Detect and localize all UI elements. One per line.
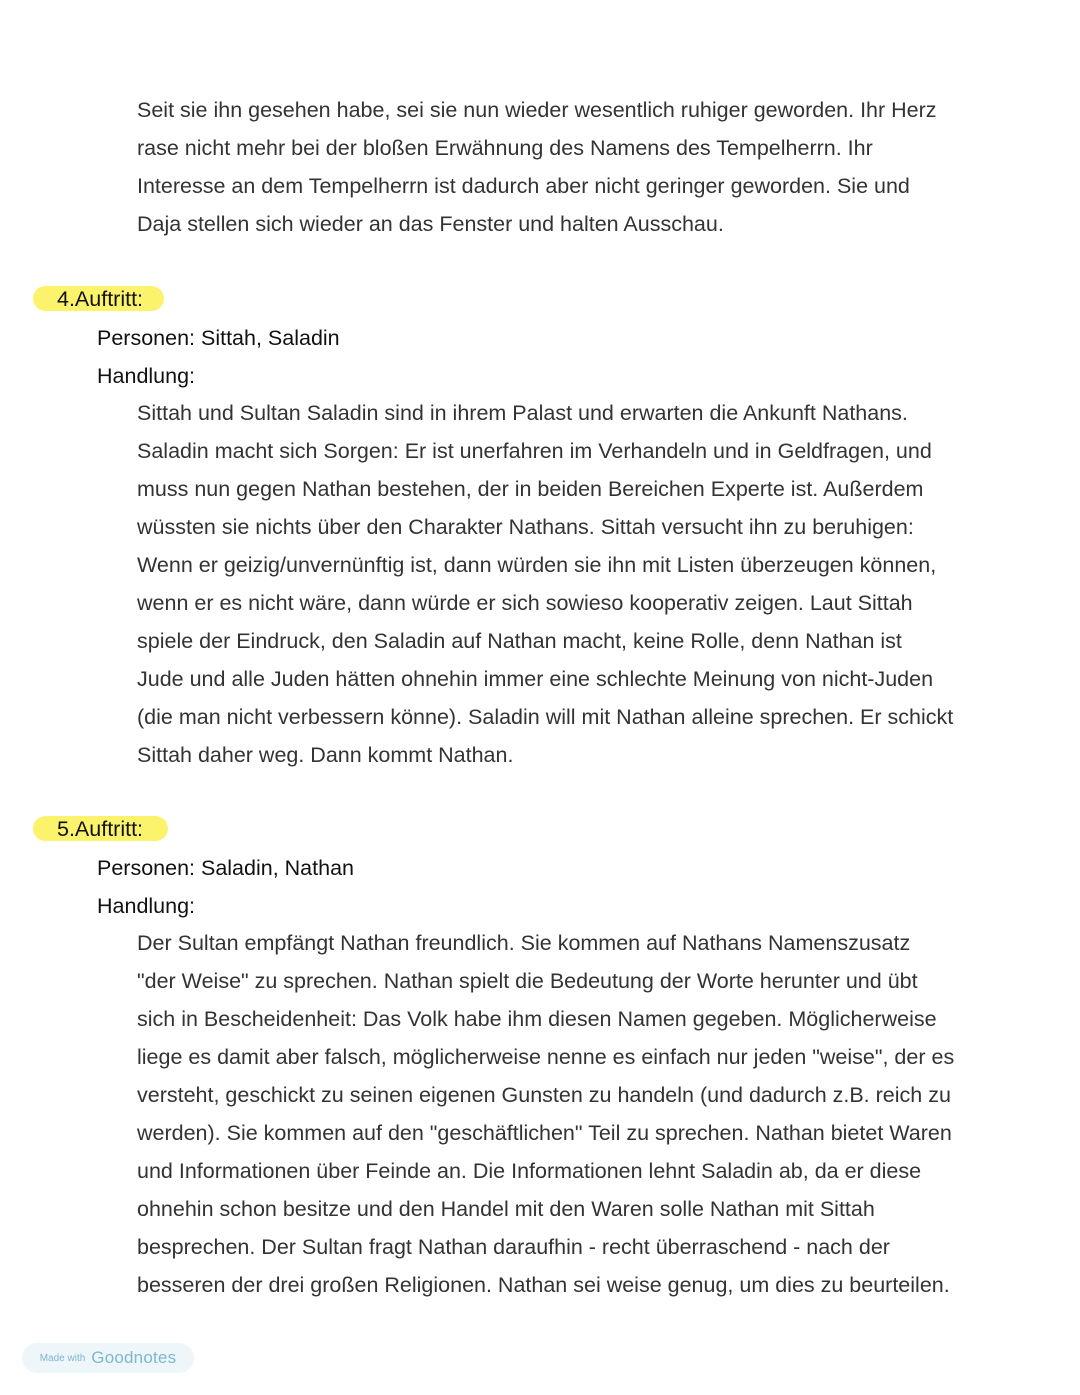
handlung-label: Handlung: — [97, 364, 196, 388]
handlung-paragraph-4 — [137, 394, 1037, 774]
section-heading-5 — [33, 815, 143, 843]
text-line: liege es damit aber falsch, möglicherweise nenne es einfach nur jeden "weise", der es — [137, 1045, 955, 1069]
text-line: wenn er es nicht wäre, dann würde er sich sowieso kooperativ zeigen. Laut Sittah — [137, 591, 913, 615]
text-line: Wenn er geizig/unvernünftig ist, dann würden sie ihn mit Listen überzeugen können, — [137, 553, 937, 577]
text-line: ohnehin schon besitze und den Handel mit den Waren solle Nathan mit Sittah — [137, 1197, 875, 1221]
text-line: (die man nicht verbessern könne). Saladin will mit Nathan alleine sprechen. Er schickt — [137, 705, 954, 729]
text-line: Jude und alle Juden hätten ohnehin immer eine schlechte Meinung von nicht-Juden — [137, 667, 934, 691]
intro-paragraph — [137, 91, 1037, 243]
text-line: Interesse an dem Tempelherrn ist dadurch aber nicht geringer geworden. Sie und — [137, 174, 910, 198]
text-line: Der Sultan empfängt Nathan freundlich. Sie kommen auf Nathans Namenszusatz — [137, 931, 911, 955]
text-line: Saladin macht sich Sorgen: Er ist unerfahren im Verhandeln und in Geldfragen, und — [137, 439, 932, 463]
handlung-paragraph-5 — [137, 924, 1037, 1304]
text-line: Seit sie ihn gesehen habe, sei sie nun wieder wesentlich ruhiger geworden. Ihr Herz — [137, 98, 937, 122]
made-with-label: Made with — [39, 1352, 86, 1364]
personen-line: Personen: Sittah, Saladin — [97, 326, 340, 350]
heading-text: 5.Auftritt: — [57, 817, 144, 841]
text-line: rase nicht mehr bei der bloßen Erwähnung des Namens des Tempelherrn. Ihr — [137, 136, 873, 160]
goodnotes-logo-text: Goodnotes — [91, 1348, 177, 1367]
text-line: Sittah daher weg. Dann kommt Nathan. — [137, 743, 514, 767]
section-heading-4 — [33, 285, 143, 313]
text-line: besseren der drei großen Religionen. Nathan sei weise genug, um dies zu beurteilen. — [137, 1273, 950, 1297]
text-line: wüssten sie nichts über den Charakter Nathans. Sittah versucht ihn zu beruhigen: — [137, 515, 914, 539]
made-with-goodnotes-badge[interactable] — [22, 1343, 194, 1373]
personen-line: Personen: Saladin, Nathan — [97, 856, 354, 880]
text-line: spiele der Eindruck, den Saladin auf Nathan macht, keine Rolle, denn Nathan ist — [137, 629, 902, 653]
heading-text: 4.Auftritt: — [57, 287, 144, 311]
handlung-label: Handlung: — [97, 894, 196, 918]
text-line: besprechen. Der Sultan fragt Nathan daraufhin - recht überraschend - nach der — [137, 1235, 890, 1259]
text-line: und Informationen über Feinde an. Die Informationen lehnt Saladin ab, da er diese — [137, 1159, 922, 1183]
text-line: muss nun gegen Nathan bestehen, der in beiden Bereichen Experte ist. Außerdem — [137, 477, 924, 501]
text-line: Daja stellen sich wieder an das Fenster und halten Ausschau. — [137, 212, 724, 236]
text-line: sich in Bescheidenheit: Das Volk habe ihm diesen Namen gegeben. Möglicherweise — [137, 1007, 937, 1031]
text-line: werden). Sie kommen auf den "geschäftlichen" Teil zu sprechen. Nathan bietet Waren — [137, 1121, 952, 1145]
text-line: "der Weise" zu sprechen. Nathan spielt die Bedeutung der Worte herunter und übt — [137, 969, 918, 993]
text-line: Sittah und Sultan Saladin sind in ihrem Palast und erwarten die Ankunft Nathans. — [137, 401, 908, 425]
text-line: versteht, geschickt zu seinen eigenen Gunsten zu handeln (und dadurch z.B. reich zu — [137, 1083, 951, 1107]
